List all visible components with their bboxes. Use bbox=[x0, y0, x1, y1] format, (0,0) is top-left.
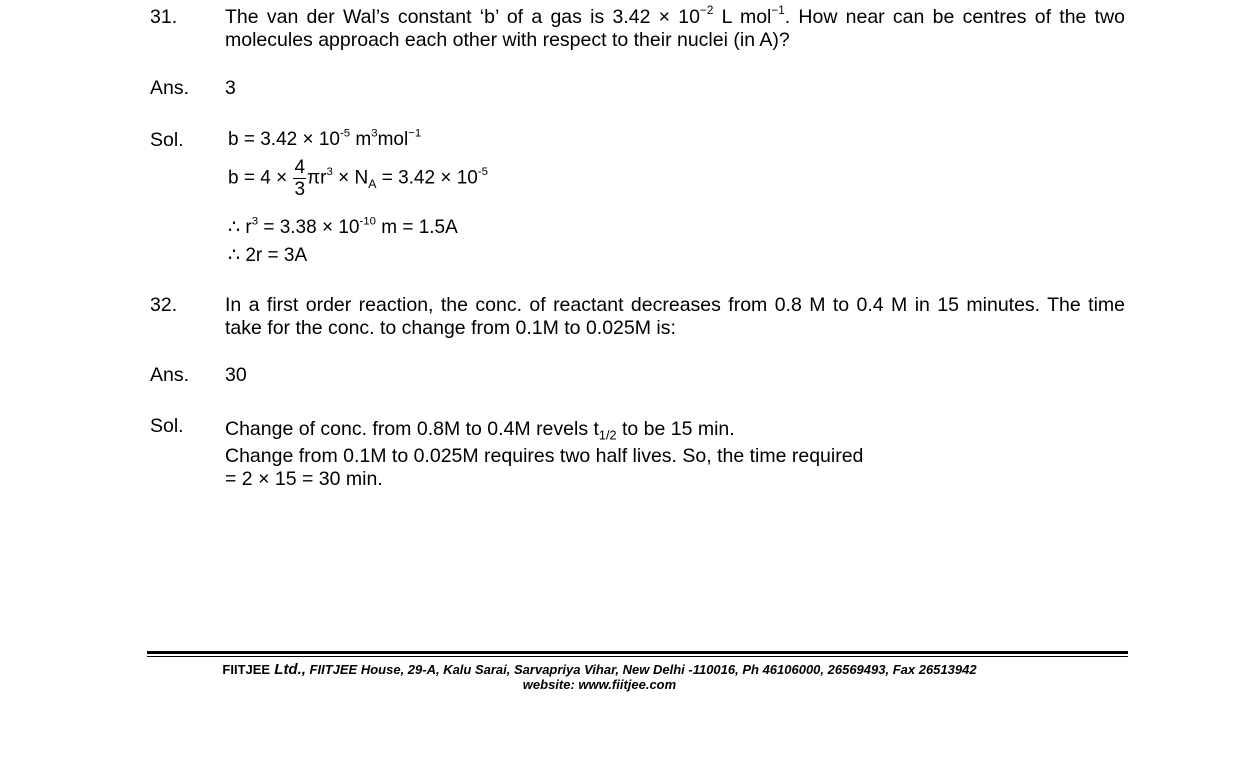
answer-label: Ans. bbox=[150, 364, 190, 386]
footer-address: FIITJEE Ltd., FIITJEE House, 29-A, Kalu Sarai, Sarvapriya Vihar, New Delhi -110016, Ph 46106000, 26569493, Fax 26513942 bbox=[222, 661, 977, 678]
solution-line-3: = 2 × 15 = 30 min. bbox=[225, 468, 383, 490]
equation-line-1: $b = 3.42 \times 10^{-5}$ $m^3mol^{-1}$ bbox=[228, 127, 422, 150]
footer-website: website: www.fiitjee.com bbox=[522, 677, 677, 692]
solution-label: Sol. bbox=[150, 129, 184, 151]
question-text: The van der Wal’s constant ‘b’ of a gas is $3.42 \times 10^{-2}$ L mol$^{-1}$. How near can be centres of the two molecules approach each other with respect to their nuclei (in A)? bbox=[225, 4, 1125, 51]
question-number: 32. bbox=[150, 294, 178, 316]
footer-rule bbox=[147, 651, 1128, 654]
equation-line-4: ∴ 2r = 3A bbox=[228, 245, 308, 266]
solution-label: Sol. bbox=[150, 415, 184, 437]
answer-value: 30 bbox=[225, 364, 247, 386]
question-number: 31. bbox=[150, 6, 178, 28]
equation-line-2: b = 4 × $\frac{4}{3}$ $\pi r^3 \times N_A = 3.42 \times 10^{-5}$ bbox=[228, 157, 488, 200]
equation-line-3: ∴ $r^3 = 3.38 \times 10^{-10}$ m = 1.5A bbox=[228, 215, 458, 238]
solution-line-2: Change from 0.1M to 0.025M requires two half lives. So, the time required bbox=[225, 445, 864, 467]
footer-rule-thin bbox=[147, 656, 1128, 657]
footer-brand: FIITJEE bbox=[222, 662, 271, 677]
answer-label: Ans. bbox=[150, 77, 190, 99]
question-text: In a first order reaction, the conc. of reactant decreases from 0.8 M to 0.4 M in 15 minutes. The time take for the conc. to change from 0.1M to 0.025M is: bbox=[225, 294, 1125, 339]
answer-value: 3 bbox=[225, 77, 236, 99]
solution-line-1: Change of conc. from 0.8M to 0.4M revels $t_{1/2}$ to be 15 min. bbox=[225, 418, 735, 443]
solution-text bbox=[225, 415, 1125, 489]
fraction: $\frac{4}{3}$ bbox=[294, 157, 306, 200]
